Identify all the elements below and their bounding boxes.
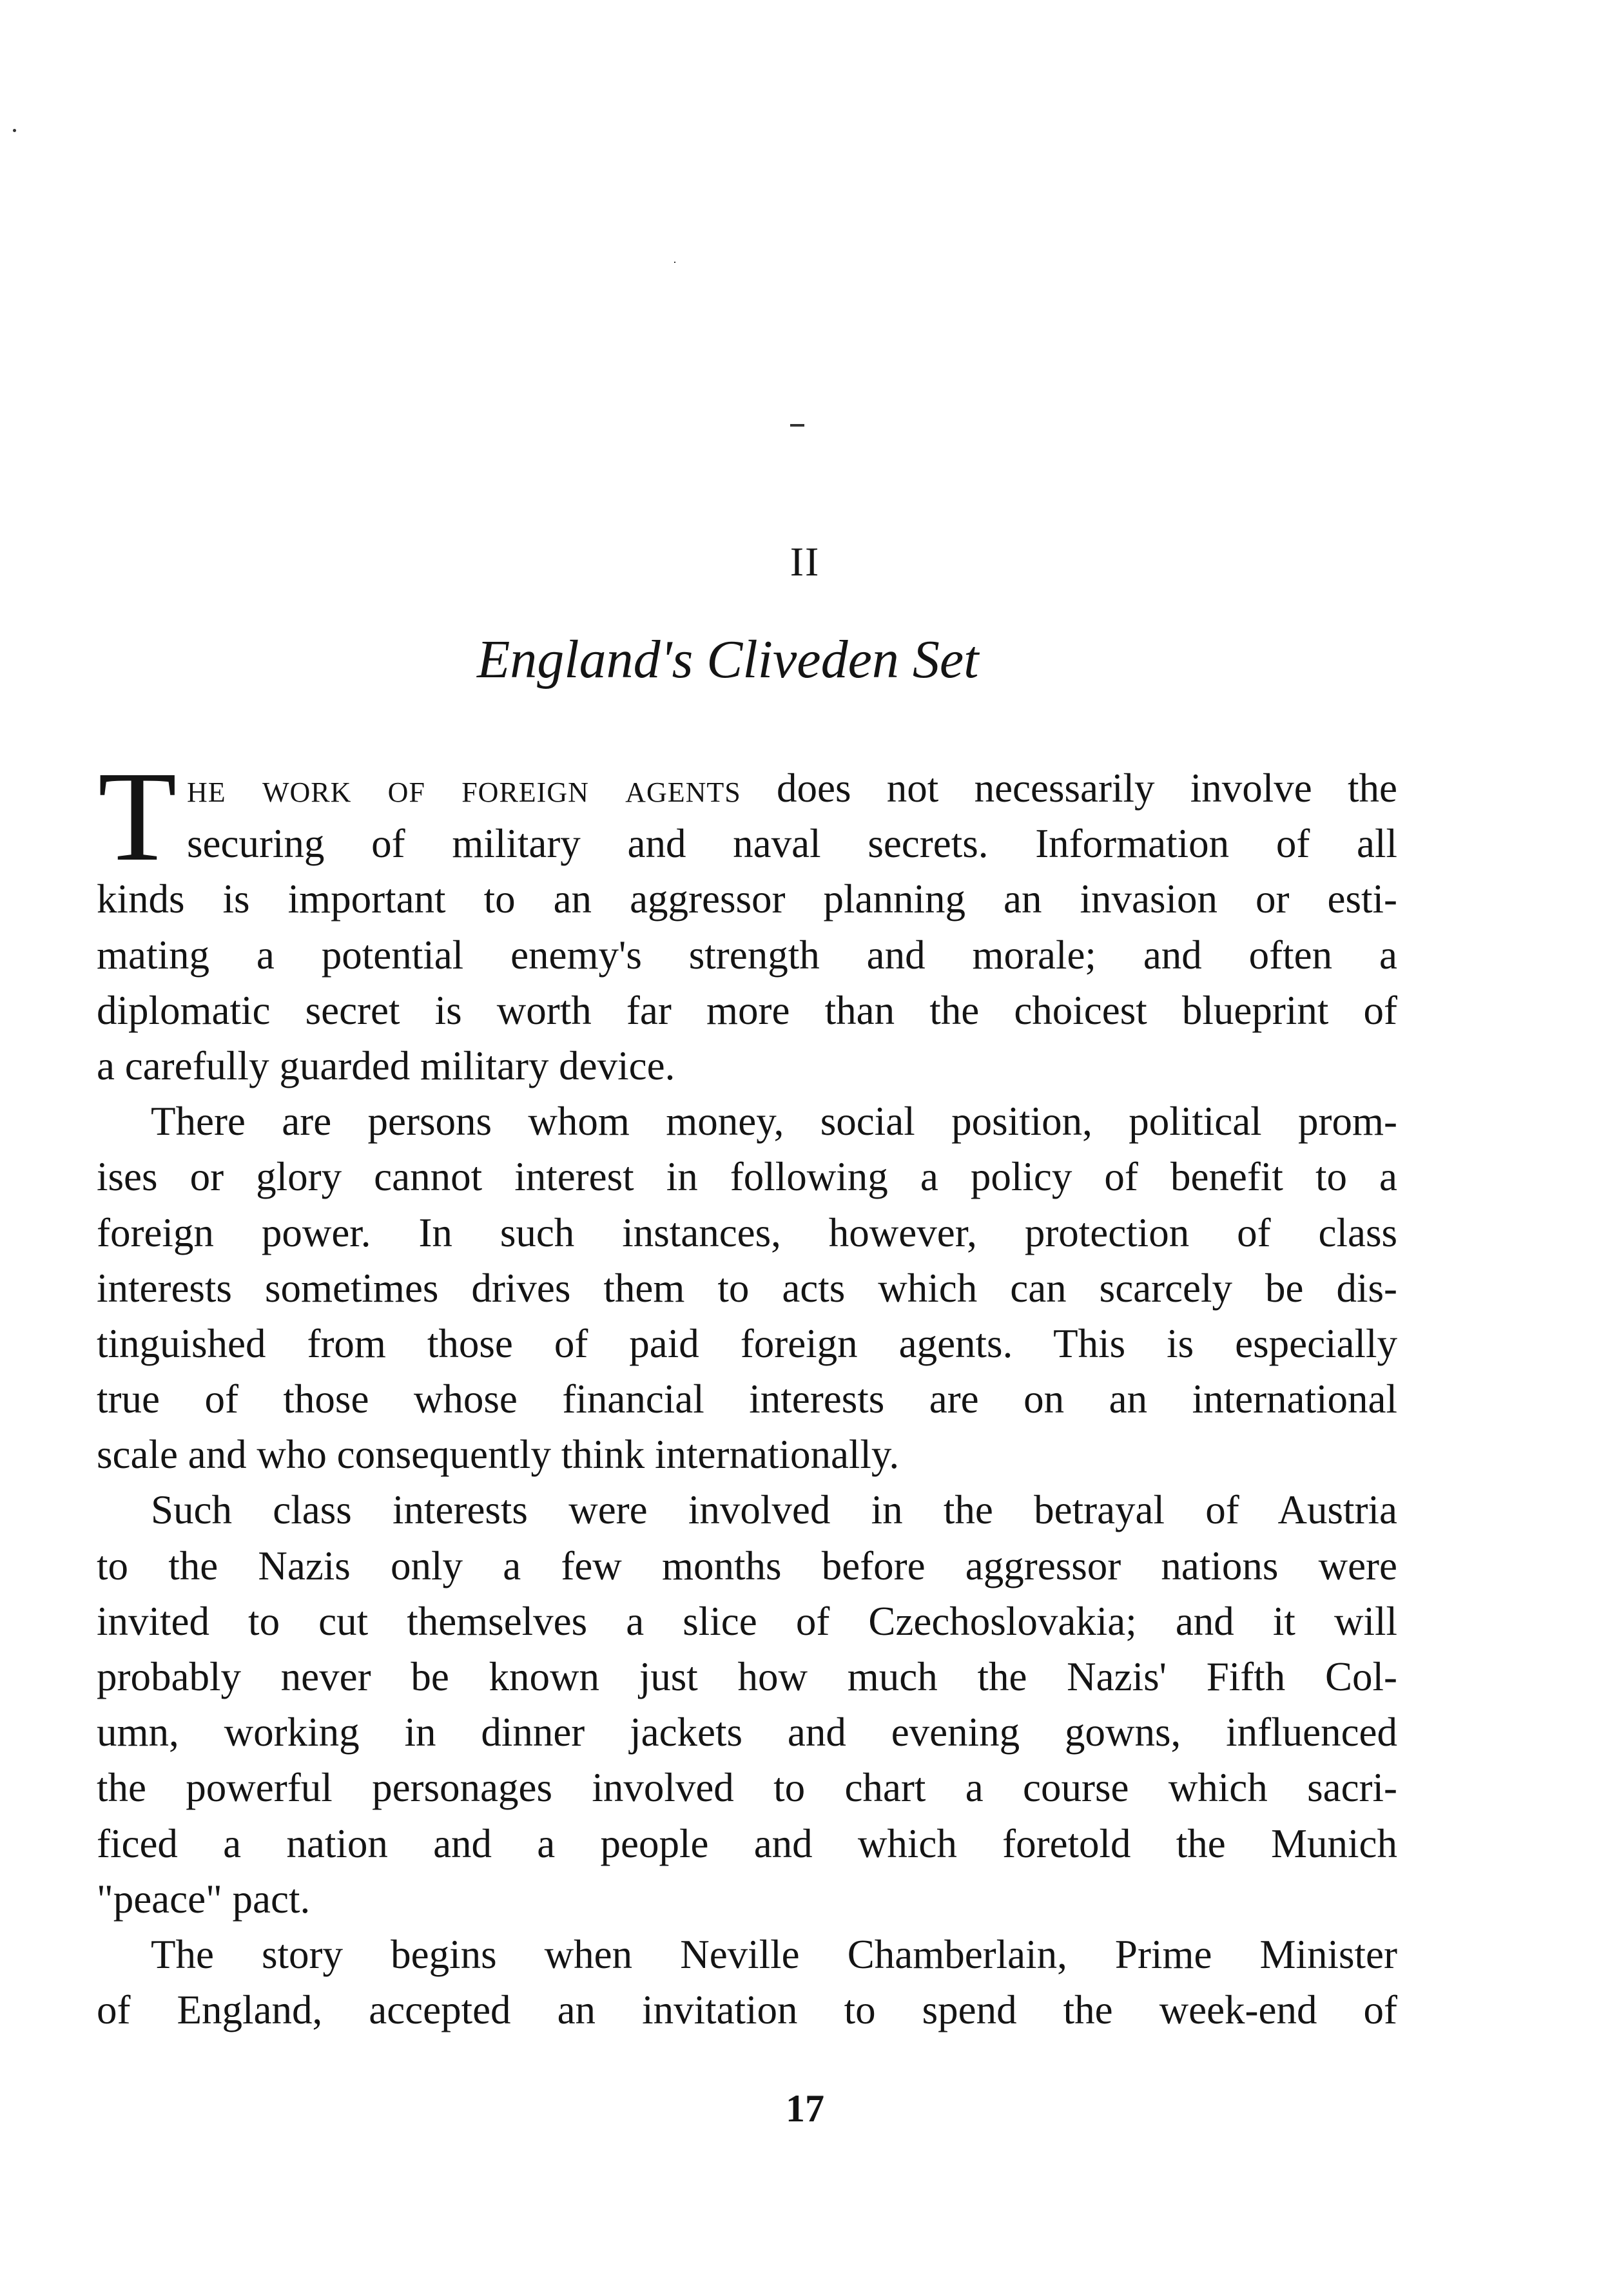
text-line: ises or glory cannot interest in following a policy of benefit to a: [97, 1154, 1397, 1200]
drop-cap: T: [98, 746, 177, 888]
text-line: to the Nazis only a few months before aggressor nations were: [97, 1543, 1397, 1588]
text-line: [97, 760, 1397, 816]
text-line: a carefully guarded military device.: [97, 1043, 675, 1088]
scan-speck: [674, 262, 675, 263]
chapter-number: II: [790, 539, 820, 584]
text-line: of England, accepted an invitation to spend the week-end of: [97, 1987, 1397, 2033]
page-number: 17: [786, 2087, 824, 2130]
text-line: the powerful personages involved to chart a course which sacri-: [97, 1765, 1397, 1811]
text-line: "peace" pact.: [97, 1876, 311, 1922]
text-line: securing of military and naval secrets. Information of all: [187, 821, 1397, 867]
text-line: scale and who consequently think internationally.: [97, 1432, 900, 1478]
line-text: does not necessarily involve the: [741, 766, 1397, 811]
text-line: There are persons whom money, social position, political prom-: [151, 1099, 1397, 1144]
text-line: Such class interests were involved in the betrayal of Austria: [151, 1487, 1397, 1533]
scan-speck: [13, 129, 16, 132]
text-line: umn, working in dinner jackets and evening gowns, influenced: [97, 1710, 1397, 1755]
scan-speck: [790, 424, 804, 427]
text-line: invited to cut themselves a slice of Czechoslovakia; and it will: [97, 1598, 1397, 1644]
text-line: probably never be known just how much the Nazis' Fifth Col-: [97, 1654, 1397, 1699]
text-line: tinguished from those of paid foreign agents. This is especially: [97, 1320, 1397, 1366]
text-line: interests sometimes drives them to acts which can scarcely be dis-: [97, 1265, 1397, 1311]
text-line: diplomatic secret is worth far more than the choicest blueprint of: [97, 987, 1397, 1033]
text-line: The story begins when Neville Chamberlain, Prime Minister: [151, 1931, 1397, 1977]
text-line: true of those whose financial interests are on an international: [97, 1376, 1397, 1422]
text-line: kinds is important to an aggressor planning an invasion or esti-: [97, 876, 1397, 922]
text-line: foreign power. In such instances, however, protection of class: [97, 1210, 1397, 1255]
chapter-title: England's Cliveden Set: [477, 630, 979, 690]
chapter-body: [97, 760, 1397, 2038]
text-line: ficed a nation and a people and which foretold the Munich: [97, 1820, 1397, 1866]
text-line: mating a potential enemy's strength and morale; and often a: [97, 932, 1397, 978]
smallcaps-lead: he work of foreign agents: [187, 766, 741, 811]
